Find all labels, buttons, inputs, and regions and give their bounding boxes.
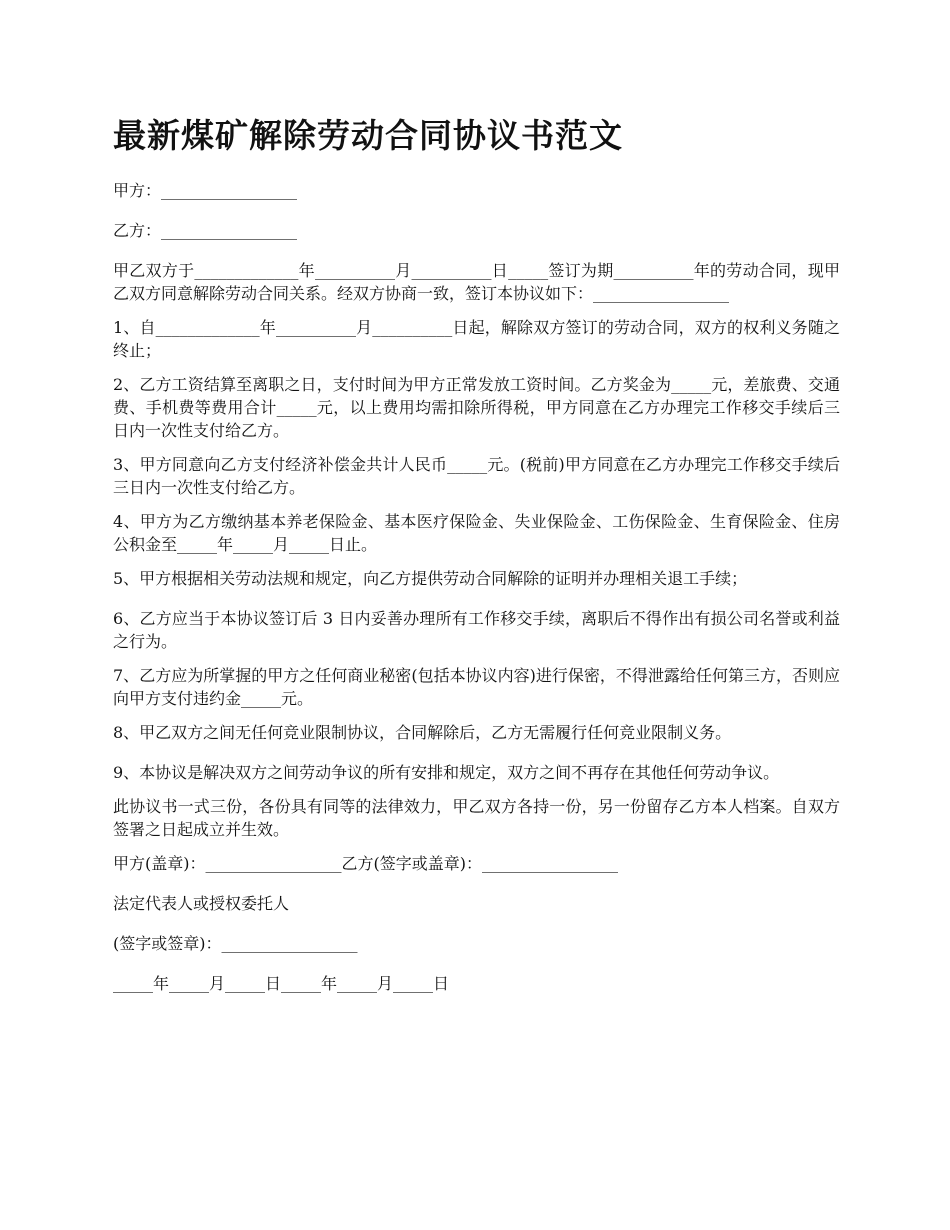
party-b-line: 乙方：_________________ [113, 221, 298, 240]
clause-3: 3、甲方同意向乙方支付经济补偿金共计人民币_____元。(税前)甲方同意在乙方办理完工作移交手续后三日内一次性支付给乙方。 [113, 455, 840, 497]
signature-seal-line: (签字或签章)：_________________ [113, 934, 358, 953]
signature-line: 甲方(盖章)：_________________乙方(签字或盖章)：_________________ [113, 854, 618, 873]
copies-paragraph: 此协议书一式三份，各份具有同等的法律效力，甲乙双方各持一份，另一份留存乙方本人档案。自双方签署之日起成立并生效。 [113, 797, 840, 839]
document-body [113, 179, 840, 1012]
clause-2: 2、乙方工资结算至离职之日，支付时间为甲方正常发放工资时间。乙方奖金为_____元，差旅费、交通费、手机费等费用合计_____元，以上费用均需扣除所得税，甲方同意在乙方办理完工作移交手续后三日内一次性支付给乙方。 [113, 375, 840, 440]
date-line: _____年_____月_____日_____年_____月_____日 [113, 974, 450, 993]
clause-9: 9、本协议是解决双方之间劳动争议的所有安排和规定，双方之间不再存在其他任何劳动争议。 [113, 763, 780, 782]
clause-1: 1、自_____________年__________月__________日起，解除双方签订的劳动合同，双方的权利义务随之终止； [113, 318, 840, 360]
document-title: 最新煤矿解除劳动合同协议书范文 [113, 116, 623, 155]
intro-paragraph: 甲乙双方于_____________年__________月__________日_____签订为期__________年的劳动合同，现甲乙双方同意解除劳动合同关系。经双方协商一致，签订本协议如下：_________________ [113, 261, 840, 303]
clause-8: 8、甲乙双方之间无任何竞业限制协议，合同解除后，乙方无需履行任何竞业限制义务。 [113, 723, 732, 742]
clause-4: 4、甲方为乙方缴纳基本养老保险金、基本医疗保险金、失业保险金、工伤保险金、生育保险金、住房公积金至_____年_____月_____日止。 [113, 512, 840, 554]
clause-5: 5、甲方根据相关劳动法规和规定，向乙方提供劳动合同解除的证明并办理相关退工手续； [113, 569, 748, 588]
clause-6: 6、乙方应当于本协议签订后 3 日内妥善办理所有工作移交手续，离职后不得作出有损公司名誉或利益之行为。 [113, 609, 840, 651]
party-a-line: 甲方：_________________ [113, 181, 298, 200]
clause-7: 7、乙方应为所掌握的甲方之任何商业秘密(包括本协议内容)进行保密，不得泄露给任何第三方，否则应向甲方支付违约金_____元。 [113, 666, 840, 708]
legal-representative-line: 法定代表人或授权委托人 [113, 894, 290, 913]
